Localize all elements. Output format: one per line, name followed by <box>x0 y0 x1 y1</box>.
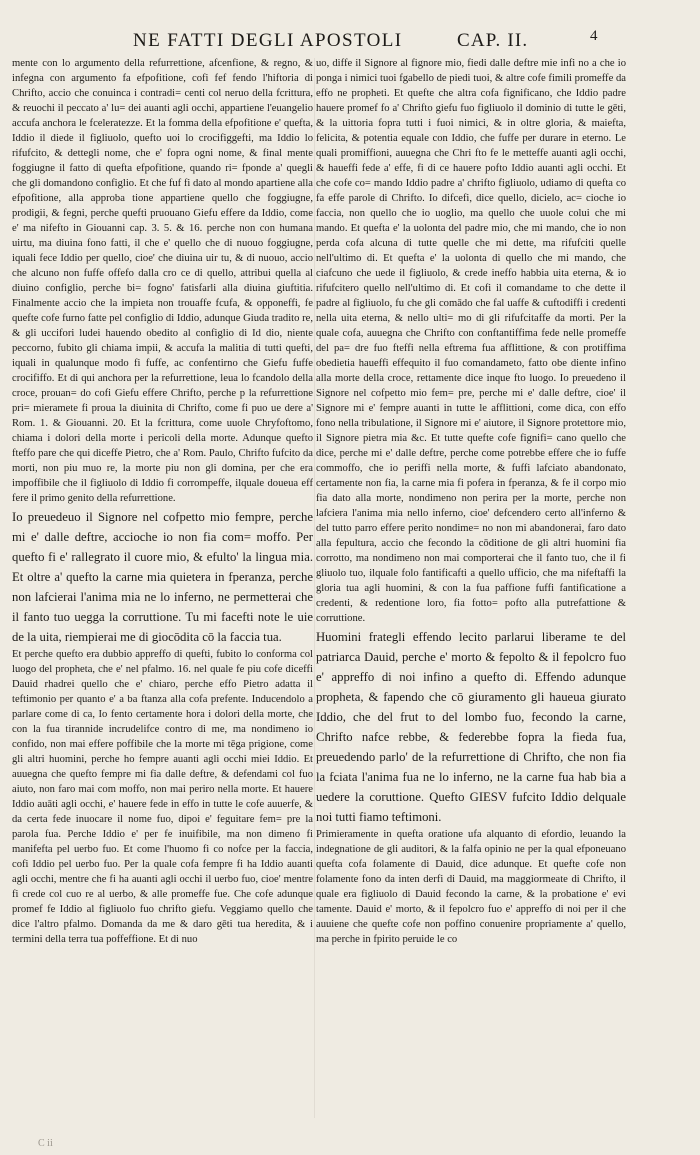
chapter-number: CAP. II. <box>457 30 529 51</box>
scripture-quotation: Io preuedeuo il Signore nel cofpetto mio fempre, perche mi e' dalle deftre, accioche io non fia com= moffo. Per quefto fi e' rallegrato il cuore mio, & efulto' la lingua mia. Et oltre a' quefto la carne mia quietera in fperanza, perche non lafcierai l'anima mia ne lo inferno, ne permetterai che il fanto tuo uegga la corruttione. Tu mi facefti note le uie de la uita, riempierai me di giocōdita cō la faccia tua. <box>12 510 313 644</box>
right-column <box>316 56 626 1131</box>
folio-number: 4 <box>590 28 598 44</box>
commentary-paragraph: uo, diffe il Signore al fignore mio, fiedi dalle deftre mie infi no a che io ponga i nimici tuoi fgabello de piedi tuoi, & altre cofe fimili promeffe da effo ne propheti. Et quefte che altra cofa fignificano, che Iddio padre hauere promef fo a' Chrifto giefu fuo figliuolo il dominio di tutte le gēti, & la uittoria fopra tutti i fuoi nimici, & in oltre gloria, & maiefta, felicita, & potentia equale con Iddio, che fuffe per durare in eterno. Le quali promiffioni, auuegna che Chri fto fe le metteffe auanti agli occhi, & haueffi fede a' effe, fi di ce hauere pofto Iddio auanti agli occhi. Et che cofe co= mando Iddio padre a' chrifto figliuolo, udiamo di quefta co fa effe parole di Chrifto. Io difcefi, dice quello, dicielo, ac= cioche io faccia, non quello che io uoglio, ma quello che uuole colui che mi mando. Et quefta e' la uolonta del padre mio, che mi mando, che io non perda cofa alcuna di tutte quelle che mi dette, ma rifufciti quelle nell'ultimo di. Et quefta e' la uolonta di quello che mi mando, che ciafcuno che uede il figliuolo, & crede ineffo habbia uita eterna, & io rifufcitero quello nell'ultimo di. Et cofi il comandame to che dette il padre al figliuolo, fu che gli comādo che fal uaffe & cuftodiffi i credenti nella uita eterna, & nello ulti= mo di gli rifufcitaffe da morti. Per la quale cofa, auuegna che Chrifto con conftantiffima fede nelle promeffe del pa= dre fuo fteffi nella eftrema fua afflittione, & con protiffima obedietia haueffi effequito il fuo comandameto, fatto obe diente infino alla morte della croce, rettamente dice inque fto luogo. Io preuedeno il Signore nel cofpetto mio fem= pre, perche mi e' dalle deftre, cioe' il Signore mi e' fempre auanti in tutte le afflittioni, come dica, con effo fono nella tribulatione, il Signore mi e' aiutore, il Signore protettore mio, il Signore pietra mia &c. Et tutte quefte cofe fignifi= cano quello che dice, perche mi e' dalle deftre, perche come potrebbe effere che io fuffe commoffo, che io periffi nella morte, & fuffi lafciato abandonato, certamente non fia, la carne mia fi pofera in fperanza, & fe il corpo mio fia dato alla morte, nondimeno non perira per la morte, perche non lafciera l'anima mia nello inferno, cioe' defcendero certo all'inferno & del tutto parro effere perito nondime= no non mi abandonerai, faro dato alla fepultura, accio che fecondo la cōditione de gli altri huomini fia corrotto, ma nondimeno non mai comporterai che il fanto tuo, che il fi gliuolo tuo, ilquale folo fantificafti a quello ufficio, che ma nifeftaffi la gloria tua agli huomini, & con la fua paffione fuffi fantificatione a credenti, & redentione loro, fia fotto= pofto alla putrefattione & corruttione. <box>316 58 626 624</box>
commentary-paragraph: mente con lo argumento della refurrettione, afcenfione, & regno, & infegna con argumento fa efpofitione, cofi fef fendo l'hiftoria di Chrifto, accio che conuinca i contradi= centi col neruo della fcrittura, & reuochi il peccato a' lu= dei auanti agli occhi, appartiene l'euangelio accufa anchora le fceleratezze. Et la fomma della efpofitione e' quefta, Iddio il diede il figliuolo, quefto uoi lo crocifiggefti, ma Iddio lo rifufcito, & dettegli nome, che e' fopra ogni nome, & final mente foggiugne il fatto di quefta efpofitione, quando ri= fponde a' quegli che gli domandono configlio. Et che fuf fi dato al mondo apartiene alla efpofitione, alla approba tione appartiene quello che foggiugne, prodigii, & fegni, perche quefti pruouano Giefu effere da Iddio, come e' ma nifefto in Giouanni cap. 3. 5. & 16. perche non con humana uirtu, ma diuina fono fatti, il che e' quello che di nuouo foggiugne, iquali fece Iddio per quello, cioe' che diuina uir tu, & di nuouo, accio che alcuno non fuffe offefo dalla cro ce di quello, attribui quella al diuino configlio, perche bi= fogno' fatisfarli alla diuina giuftitia. Finalmente accio che la impieta non trouaffe fcufa, & opponeffi, fe quefte cofe furno fatte pel configlio di Iddio, adunque Giuda tradito re, & gli uccifori ludei hauendo obedito al configlio di Id dio, niente peccorno, fubito gli chiama impii, & accufa la malitia di tutti quefti, iquali in qualunque modo fi fuffe, ac confentirno che Giefu fuffe crocififfo. Et di qui anchora per la refurrettione, leua lo fcandolo della croce, prouan= do cofi Giefu effere Chrifto, perche p la refurrettione pri= mieramete fi proua la diuinita di Chrifto, come fi puo ue dere a' Rom. 1. & Giouanni. 20. Et la fcrittura, come uuole Chryfoftomo, chiama i dolori della morte i pericoli della morte. Adunque quefto fteffo pare che qui diceffe Pietro, che a' Rom. Paulo, Chrifto fufcito da morti, non piu muo re, la morte piu non gli domina, per che era impoffibile che il figliuolo di Iddio fi corrompeffe, ilquale doueua eff fere il primo genito della refurrettione. <box>12 58 313 504</box>
left-column <box>12 56 313 1131</box>
scripture-quotation: Huomini frategli effendo lecito parlarui liberame te del patriarca Dauid, perche e' morto & fepolto & il fepolcro fuo e' appreffo di noi infino a quefto di. Effendo adunque propheta, & fapendo che cō giuramento gli haueua giurato Iddio, che del frut to del lombo fuo, fecondo la carne, Chrifto nafce rebbe, & federebbe fopra la fieda fua, preuedendo parlo' de la refurrettione di Chrifto, che non fia la fciata l'anima fua ne lo inferno, ne la carne fua hab bia a uedere la coruttione. Quefto GIESV fufcito Iddio delquale noi tutti fiamo teftimoni. <box>316 630 626 824</box>
running-title: NE FATTI DEGLI APOSTOLI <box>133 30 403 51</box>
commentary-paragraph: Primieramente in quefta oratione ufa alquanto di efordio, leuando la indegnatione de gli auditori, & la falfa opinio ne per la qual efponeuano quefta cofa folamente di Dauid, dice adunque. Et quefte cofe non folamente fono da inten derfi di Dauid, ma maggiormeate di Chrifto, il quale era figliuolo di Dauid fecondo la carne, & la probatione e' evi tamente. Dauid e' morto, & il fepolcro fuo e' appreffo di noi per il che auuiene che quefte cofe non poffino conuenire propriamente a' quello, ma perche in fpirito peruide le co <box>316 829 626 945</box>
page-header <box>0 30 700 54</box>
signature-mark: C ii <box>38 1138 53 1149</box>
commentary-paragraph: Et perche quefto era dubbio appreffo di quefti, fubito lo conforma col luogo del propheta, che e' nel pfalmo. 16. nel quale fe piu cofe diceffi Dauid rhadrei quello che e' chiaro, perche effo Pietro adatta il teftimonio per quanto e' a ba ftanza alla cofa prefente. Inducendolo a parlare come di ca, Io fento certamente hora i dolori della morte, che con la fua tirannide incrudelifce contro di me, ma nondimeno io confido, non mai effere poffibile che la morte mi tēga prigione, come gli altri huomini, perche ho fempre auanti agli occhi miei Iddio. Et auuegna che quefto fempre mi fia dalle deftre, & defendami col fuo aiuto, non faro mai com moffo, non mai periro nella morte. Et hauere Iddio auāti agli occhi, e' hauere fede in effo in tutte le cofe auuerfe, & da certa fede inuocare il nome fuo, dipoi e' feguitare fem= pre la parola fua. Perche Iddio e' per fe inuifibile, ma non dimeno fi manifefta pel uerbo fuo. Et come l'huomo fi co nofce per la faccia, cofi Iddio pel uerbo fuo. Per la quale cofa fempre fi ha Iddio auanti agli occhi, mentre che fi ha auanti agli occhi il uerbo fuo, cioe' mentre fi crede col cuo re al uerbo, & alle promeffe fue. Che cofe adunque promef fe Iddio al figliuolo fuo chrifto giefu. Veggiamo quello che dice l'altro pfalmo. Domanda da me & daro gēti tua heredita, & i termini della terra tua poffeffione. Et di nuo <box>12 649 313 945</box>
column-gutter <box>314 58 315 1118</box>
